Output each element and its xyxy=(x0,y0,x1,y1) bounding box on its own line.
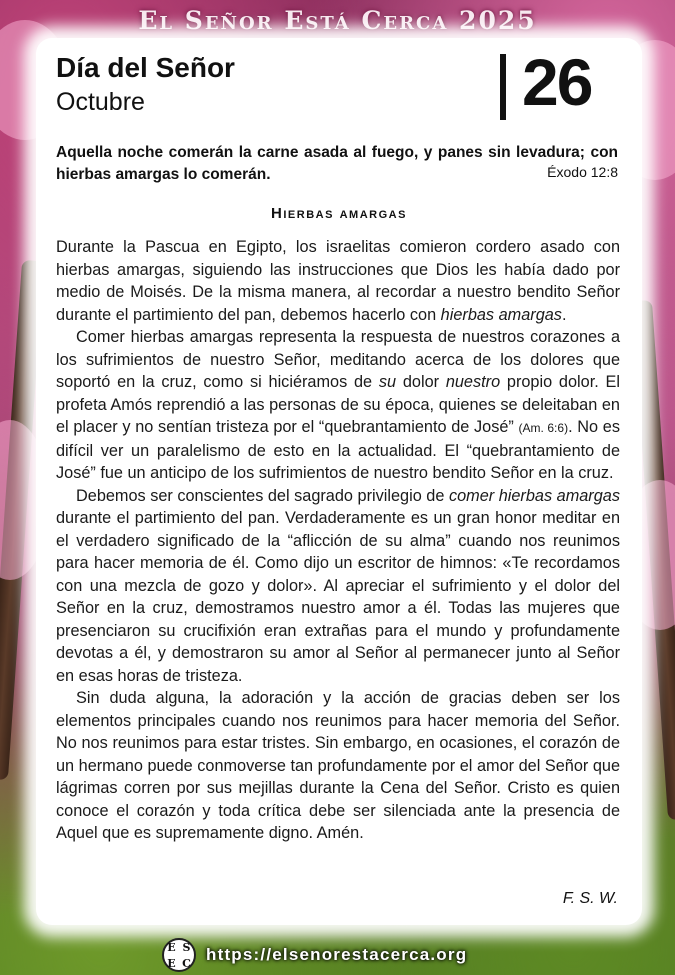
paragraph: Debemos ser conscientes del sagrado privilegio de comer hierbas amargas durante el partimiento del pan. Verdaderamente es un gran honor meditar en el verdadero significado de la “aflicción de su alma” cuando nos reunimos para hacer memoria de él. Como dijo un escritor de himnos: «Te recordamos con una mezcla de gozo y dolor». Al apreciar el sufrimiento y el dolor del Señor en la cruz, demostramos nuestro amor a él. Todas las mujeres que presenciaron su crucifixión eran extrañas para el mundo y profundamente devotas a él, y demostraron su amor al Señor al permanecer junto al Señor en esas horas de tristeza. xyxy=(56,486,620,685)
paragraph: Comer hierbas amargas representa la respuesta de nuestros corazones a los sufrimientos de nuestro Señor, meditando acerca de los dolores que soportó en la cruz, como si hiciéramos de su dolor nuestro propio dolor. El profeta Amós reprendió a las personas de su época, quienes se deleitaban en el placer y no sentían tristeza por el “quebrantamiento de José” (Am. 6:6). No es difícil ver un paralelismo de esto en la actualidad. El “quebrantamiento de José” fue un anticipo de los sufrimientos de nuestro bendito Señor en la cruz. xyxy=(56,328,620,482)
day-title: Día del Señor xyxy=(56,52,235,83)
logo-icon: E S E C xyxy=(162,938,196,972)
author-signature: F. S. W. xyxy=(562,890,618,907)
verse-text: Aquella noche comerán la carne asada al fuego, y panes sin levadura; con hierbas amargas lo comerán. xyxy=(56,144,618,183)
date-number: 26 xyxy=(522,45,592,119)
footer xyxy=(162,937,467,973)
month-label: Octubre xyxy=(56,88,145,116)
verse-reference: Éxodo 12:8 xyxy=(547,164,618,180)
website-link[interactable]: https://elsenorestacerca.org xyxy=(206,945,468,964)
banner-title: El Señor Está Cerca 2025 xyxy=(138,6,537,35)
scripture-reference: (Am. 6:6) xyxy=(518,421,569,435)
paragraph: Sin duda alguna, la adoración y la acción de gracias deben ser los elementos principales cuando nos reunimos para hacer memoria del Señor. No nos reunimos para estar tristes. Sin embargo, en ocasiones, el corazón de un hermano puede conmoverse tan profundamente por el amor del Señor que lágrimas corren por sus mejillas durante la Cena del Señor. Cristo es quien conoce el corazón y toda crítica debe ser silenciada ante la presencia de Aquel que es supremamente digno. Amén. xyxy=(56,689,620,842)
date-divider xyxy=(500,54,506,120)
article-body xyxy=(56,236,620,845)
article-title: Hierbas amargas xyxy=(271,205,407,222)
devotional-card xyxy=(36,38,642,925)
paragraph: Durante la Pascua en Egipto, los israelitas comieron cordero asado con hierbas amargas, siguiendo las instrucciones que Dios les había dado por medio de Moisés. De la misma manera, al recordar a nuestro bendito Señor durante el partimiento del pan, debemos hacerlo con hierbas amargas. xyxy=(56,238,620,324)
